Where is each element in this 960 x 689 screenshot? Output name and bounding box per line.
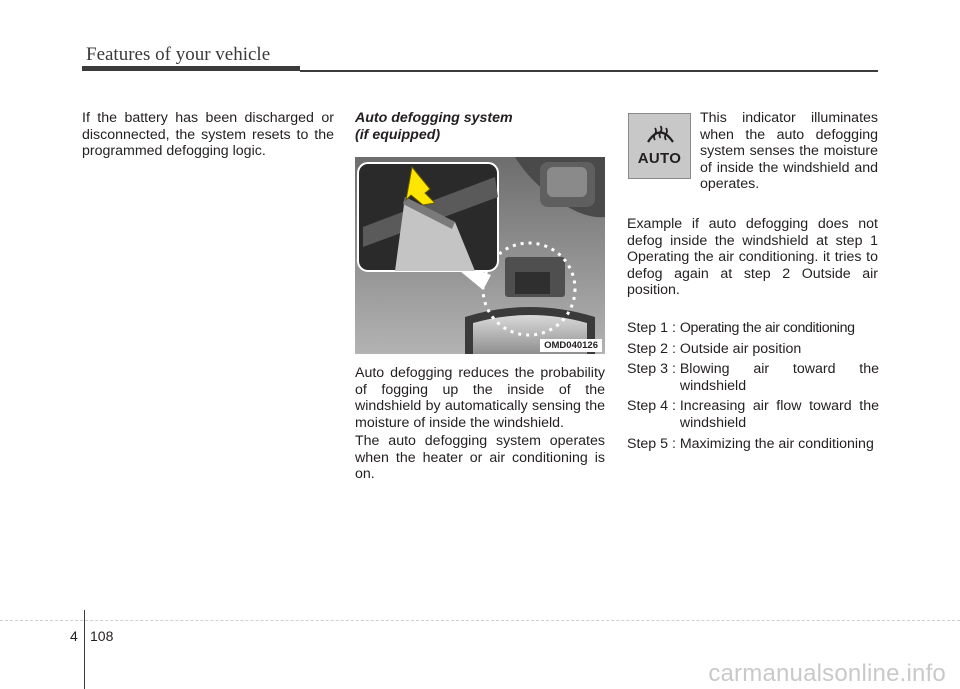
auto-defog-description: Auto defogging reduces the probability of fogging up the inside of the windshield by automatically sensing the moisture of inside the windshield. <box>355 365 605 431</box>
step-item <box>627 436 879 453</box>
page-header-title: Features of your vehicle <box>86 44 271 65</box>
header-rule-thick <box>82 66 300 71</box>
defog-icon <box>629 114 692 150</box>
header-rule-thin <box>300 70 878 72</box>
section-title-line2: (if equipped) <box>355 127 441 143</box>
step-item <box>627 398 879 431</box>
chapter-number: 4 <box>70 628 78 644</box>
example-paragraph: Example if auto defogging does not defog inside the windshield at step 1 Operating the air conditioning. it tries to defog again at step 2 Outside air position. <box>627 216 878 299</box>
figure-code-label: OMD040126 <box>540 339 602 352</box>
step-item <box>627 341 879 358</box>
footer-dashed-rule <box>0 620 960 622</box>
indicator-description: This indicator illuminates when the auto defogging system senses the moisture of inside the windshield and operates. <box>700 110 878 193</box>
step-item <box>627 361 879 394</box>
auto-defog-operation-note: The auto defogging system operates when the heater or air conditioning is on. <box>355 433 605 483</box>
footer-divider <box>84 610 85 689</box>
step-text: Blowing air toward the windshield <box>679 361 879 394</box>
step-text: Outside air position <box>679 340 802 357</box>
defog-steps-list <box>627 320 879 456</box>
step-text: Increasing air flow toward the windshield <box>679 398 879 431</box>
step-label: Step 1 : <box>627 320 680 336</box>
rearview-mirror-sensor-figure <box>355 157 605 354</box>
battery-reset-paragraph: If the battery has been discharged or disconnected, the system resets to the programmed defogging logic. <box>82 110 334 160</box>
section-title-line1: Auto defogging system <box>355 110 513 126</box>
step-label: Step 2 : <box>627 340 680 357</box>
step-label: Step 3 : <box>627 361 680 378</box>
step-label: Step 4 : <box>627 398 680 415</box>
step-item <box>627 320 879 337</box>
auto-indicator-label: AUTO <box>637 150 682 167</box>
section-title <box>355 110 605 144</box>
step-text: Operating the air conditioning <box>679 320 855 336</box>
step-label: Step 5 : <box>627 435 680 452</box>
watermark: carmanualsonline.info <box>708 660 946 687</box>
step-text: Maximizing the air conditioning <box>679 435 874 452</box>
page-number: 108 <box>90 628 114 644</box>
figure-illustration <box>355 157 605 354</box>
auto-defog-indicator <box>628 113 691 179</box>
